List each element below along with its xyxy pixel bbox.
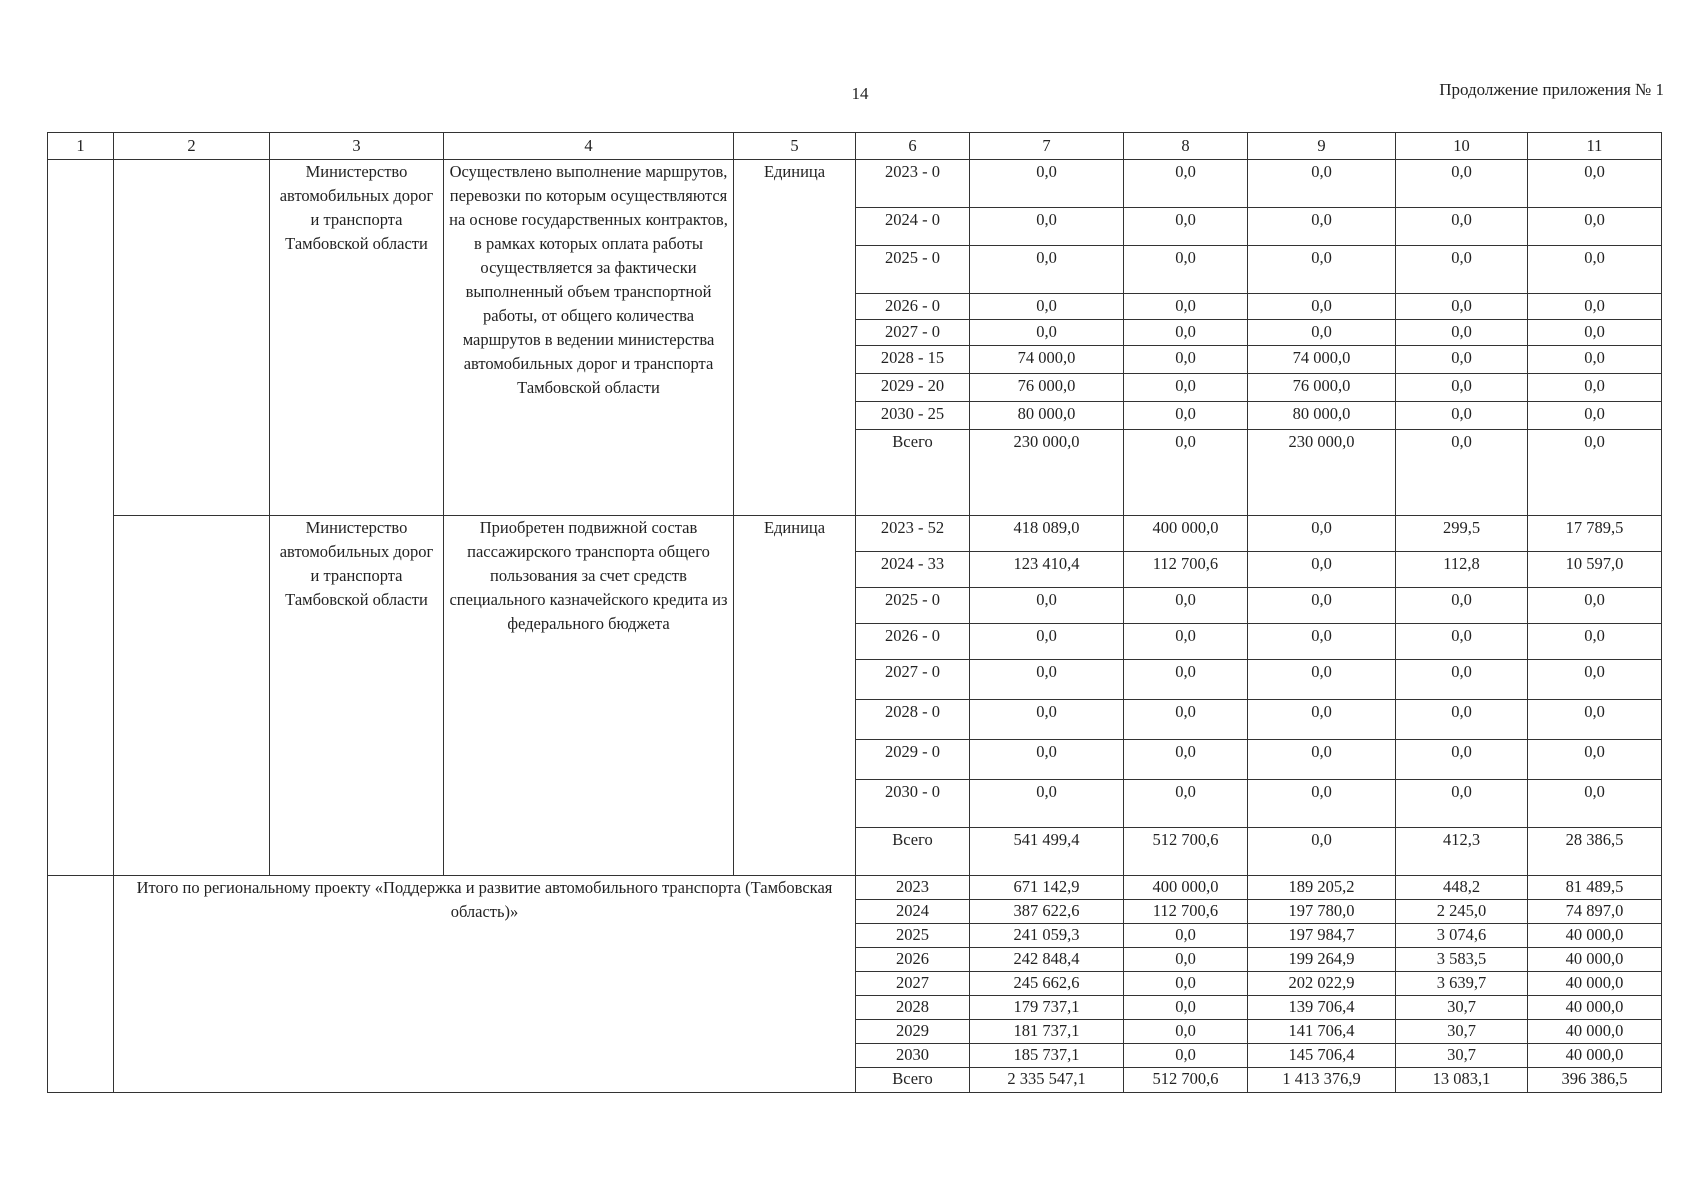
amount-cell: 0,0 — [970, 740, 1124, 780]
total-amount-cell: 197 780,0 — [1248, 900, 1396, 924]
amount-cell: 112,8 — [1396, 552, 1528, 588]
total-year-cell: 2024 — [856, 900, 970, 924]
total-amount-cell: 3 583,5 — [1396, 948, 1528, 972]
amount-cell: 0,0 — [970, 294, 1124, 320]
total-year-cell: 2030 — [856, 1044, 970, 1068]
total-amount-cell: 245 662,6 — [970, 972, 1124, 996]
total-amount-cell: 3 639,7 — [1396, 972, 1528, 996]
amount-cell: 76 000,0 — [1248, 374, 1396, 402]
amount-cell: 0,0 — [1248, 740, 1396, 780]
amount-cell: 0,0 — [1248, 588, 1396, 624]
total-amount-cell: 81 489,5 — [1528, 876, 1662, 900]
total-amount-cell: 189 205,2 — [1248, 876, 1396, 900]
total-amount-cell: 40 000,0 — [1528, 972, 1662, 996]
year-value-cell: Всего — [856, 430, 970, 516]
amount-cell: 0,0 — [1396, 320, 1528, 346]
col-header: 5 — [734, 133, 856, 160]
indicator-cell: Приобретен подвижной состав пассажирского транспорта общего пользования за счет средств специального казначейского кредита из федерального бюджета — [444, 516, 734, 876]
indicator-cell: Осуществлено выполнение маршрутов, перевозки по которым осуществляются на основе государственных контрактов, в рамках которых оплата работы осуществляется за фактически выполненный объем транспортной работы, от общего количества маршрутов в ведении министерства автомобильных дорог и транспорта Тамбовской области — [444, 160, 734, 516]
col-header: 11 — [1528, 133, 1662, 160]
amount-cell: 0,0 — [1248, 516, 1396, 552]
amount-cell: 0,0 — [1528, 430, 1662, 516]
responsible-cell: Министерство автомобильных дорог и транспорта Тамбовской области — [270, 160, 444, 516]
total-amount-cell: 181 737,1 — [970, 1020, 1124, 1044]
total-amount-cell: 241 059,3 — [970, 924, 1124, 948]
amount-cell: 0,0 — [970, 700, 1124, 740]
amount-cell: 0,0 — [1528, 624, 1662, 660]
amount-cell: 0,0 — [1396, 346, 1528, 374]
result-name-cell — [114, 160, 270, 516]
total-amount-cell: 396 386,5 — [1528, 1068, 1662, 1093]
amount-cell: 0,0 — [1396, 780, 1528, 828]
amount-cell: 0,0 — [1396, 294, 1528, 320]
amount-cell: 0,0 — [1124, 700, 1248, 740]
col-header: 2 — [114, 133, 270, 160]
amount-cell: 0,0 — [1124, 246, 1248, 294]
total-amount-cell: 202 022,9 — [1248, 972, 1396, 996]
amount-cell: 123 410,4 — [970, 552, 1124, 588]
amount-cell: 0,0 — [970, 624, 1124, 660]
total-year-cell: 2028 — [856, 996, 970, 1020]
year-value-cell: 2027 - 0 — [856, 320, 970, 346]
total-amount-cell: 40 000,0 — [1528, 948, 1662, 972]
amount-cell: 0,0 — [1248, 160, 1396, 208]
total-label: Итого по региональному проекту «Поддержка и развитие автомобильного транспорта (Тамбовская область)» — [114, 876, 856, 1093]
year-value-cell: 2026 - 0 — [856, 624, 970, 660]
amount-cell: 0,0 — [970, 588, 1124, 624]
total-amount-cell: 0,0 — [1124, 972, 1248, 996]
year-value-cell: 2023 - 52 — [856, 516, 970, 552]
total-amount-cell: 2 335 547,1 — [970, 1068, 1124, 1093]
total-amount-cell: 242 848,4 — [970, 948, 1124, 972]
total-year-cell: Всего — [856, 1068, 970, 1093]
amount-cell: 0,0 — [1396, 374, 1528, 402]
amount-cell: 0,0 — [1248, 828, 1396, 876]
total-amount-cell: 197 984,7 — [1248, 924, 1396, 948]
unit-cell: Единица — [734, 516, 856, 876]
amount-cell: 0,0 — [1528, 246, 1662, 294]
amount-cell: 0,0 — [1528, 402, 1662, 430]
amount-cell: 112 700,6 — [1124, 552, 1248, 588]
amount-cell: 0,0 — [1248, 780, 1396, 828]
amount-cell: 230 000,0 — [970, 430, 1124, 516]
amount-cell: 74 000,0 — [970, 346, 1124, 374]
amount-cell: 412,3 — [1396, 828, 1528, 876]
amount-cell: 0,0 — [1124, 624, 1248, 660]
total-amount-cell: 0,0 — [1124, 1044, 1248, 1068]
year-value-cell: 2028 - 0 — [856, 700, 970, 740]
budget-table — [47, 132, 1662, 1093]
total-amount-cell: 185 737,1 — [970, 1044, 1124, 1068]
amount-cell: 0,0 — [1124, 430, 1248, 516]
amount-cell: 0,0 — [1124, 320, 1248, 346]
total-amount-cell: 387 622,6 — [970, 900, 1124, 924]
total-amount-cell: 671 142,9 — [970, 876, 1124, 900]
amount-cell: 0,0 — [970, 780, 1124, 828]
amount-cell: 0,0 — [1124, 294, 1248, 320]
amount-cell: 541 499,4 — [970, 828, 1124, 876]
amount-cell: 512 700,6 — [1124, 828, 1248, 876]
amount-cell: 400 000,0 — [1124, 516, 1248, 552]
amount-cell: 0,0 — [1528, 700, 1662, 740]
total-amount-cell: 0,0 — [1124, 924, 1248, 948]
amount-cell: 0,0 — [1528, 294, 1662, 320]
header-row — [48, 133, 1662, 160]
amount-cell: 0,0 — [1124, 402, 1248, 430]
year-value-cell: 2025 - 0 — [856, 246, 970, 294]
total-year-cell: 2025 — [856, 924, 970, 948]
amount-cell: 0,0 — [1396, 588, 1528, 624]
year-value-cell: 2023 - 0 — [856, 160, 970, 208]
amount-cell: 0,0 — [1124, 374, 1248, 402]
amount-cell: 0,0 — [970, 208, 1124, 246]
amount-cell: 0,0 — [970, 320, 1124, 346]
col-header: 10 — [1396, 133, 1528, 160]
total-amount-cell: 139 706,4 — [1248, 996, 1396, 1020]
amount-cell: 0,0 — [1248, 660, 1396, 700]
amount-cell: 0,0 — [1528, 780, 1662, 828]
amount-cell: 0,0 — [970, 160, 1124, 208]
total-year-cell: 2023 — [856, 876, 970, 900]
col-header: 8 — [1124, 133, 1248, 160]
col-header: 7 — [970, 133, 1124, 160]
amount-cell: 0,0 — [1124, 780, 1248, 828]
year-value-cell: 2026 - 0 — [856, 294, 970, 320]
col-header: 9 — [1248, 133, 1396, 160]
amount-cell: 0,0 — [1528, 208, 1662, 246]
amount-cell: 0,0 — [1248, 624, 1396, 660]
amount-cell: 80 000,0 — [970, 402, 1124, 430]
total-amount-cell: 1 413 376,9 — [1248, 1068, 1396, 1093]
table-row — [48, 160, 1662, 208]
total-amount-cell: 30,7 — [1396, 996, 1528, 1020]
amount-cell: 0,0 — [1396, 660, 1528, 700]
amount-cell: 0,0 — [1248, 320, 1396, 346]
table-row — [48, 516, 1662, 552]
amount-cell: 0,0 — [1528, 740, 1662, 780]
unit-cell: Единица — [734, 160, 856, 516]
amount-cell: 80 000,0 — [1248, 402, 1396, 430]
year-value-cell: 2024 - 33 — [856, 552, 970, 588]
total-amount-cell: 40 000,0 — [1528, 1044, 1662, 1068]
amount-cell: 299,5 — [1396, 516, 1528, 552]
amount-cell: 0,0 — [970, 246, 1124, 294]
total-amount-cell: 74 897,0 — [1528, 900, 1662, 924]
amount-cell: 0,0 — [1528, 346, 1662, 374]
col-header: 4 — [444, 133, 734, 160]
year-value-cell: 2028 - 15 — [856, 346, 970, 374]
total-amount-cell: 40 000,0 — [1528, 1020, 1662, 1044]
row-number-cell — [48, 160, 114, 876]
total-year-cell: 2027 — [856, 972, 970, 996]
amount-cell: 0,0 — [1396, 700, 1528, 740]
year-value-cell: 2027 - 0 — [856, 660, 970, 700]
amount-cell: 0,0 — [1124, 346, 1248, 374]
total-amount-cell: 40 000,0 — [1528, 924, 1662, 948]
amount-cell: 76 000,0 — [970, 374, 1124, 402]
year-value-cell: 2025 - 0 — [856, 588, 970, 624]
result-name-cell — [114, 516, 270, 876]
amount-cell: 0,0 — [1248, 294, 1396, 320]
amount-cell: 0,0 — [1124, 660, 1248, 700]
amount-cell: 0,0 — [1528, 660, 1662, 700]
total-amount-cell: 179 737,1 — [970, 996, 1124, 1020]
amount-cell: 17 789,5 — [1528, 516, 1662, 552]
total-amount-cell: 40 000,0 — [1528, 996, 1662, 1020]
amount-cell: 0,0 — [1396, 402, 1528, 430]
total-amount-cell: 3 074,6 — [1396, 924, 1528, 948]
total-amount-cell: 13 083,1 — [1396, 1068, 1528, 1093]
total-amount-cell: 30,7 — [1396, 1044, 1528, 1068]
total-year-cell: 2029 — [856, 1020, 970, 1044]
total-number-cell — [48, 876, 114, 1093]
total-amount-cell: 0,0 — [1124, 996, 1248, 1020]
total-amount-cell: 400 000,0 — [1124, 876, 1248, 900]
total-amount-cell: 199 264,9 — [1248, 948, 1396, 972]
col-header: 1 — [48, 133, 114, 160]
amount-cell: 0,0 — [1396, 246, 1528, 294]
amount-cell: 0,0 — [1248, 208, 1396, 246]
amount-cell: 0,0 — [1396, 208, 1528, 246]
amount-cell: 28 386,5 — [1528, 828, 1662, 876]
amount-cell: 0,0 — [1124, 588, 1248, 624]
page-number: 14 — [851, 84, 869, 103]
appendix-label: Продолжение приложения № 1 — [1439, 80, 1664, 99]
year-value-cell: 2024 - 0 — [856, 208, 970, 246]
amount-cell: 0,0 — [1396, 430, 1528, 516]
amount-cell: 0,0 — [1396, 160, 1528, 208]
amount-cell: 418 089,0 — [970, 516, 1124, 552]
total-amount-cell: 0,0 — [1124, 1020, 1248, 1044]
amount-cell: 0,0 — [1248, 552, 1396, 588]
amount-cell: 230 000,0 — [1248, 430, 1396, 516]
responsible-cell: Министерство автомобильных дорог и транспорта Тамбовской области — [270, 516, 444, 876]
amount-cell: 10 597,0 — [1528, 552, 1662, 588]
total-amount-cell: 112 700,6 — [1124, 900, 1248, 924]
total-amount-cell: 512 700,6 — [1124, 1068, 1248, 1093]
amount-cell: 0,0 — [1248, 700, 1396, 740]
amount-cell: 0,0 — [1396, 624, 1528, 660]
year-value-cell: 2030 - 25 — [856, 402, 970, 430]
col-header: 3 — [270, 133, 444, 160]
year-value-cell: Всего — [856, 828, 970, 876]
amount-cell: 0,0 — [1124, 160, 1248, 208]
total-row — [48, 876, 1662, 900]
total-amount-cell: 30,7 — [1396, 1020, 1528, 1044]
amount-cell: 74 000,0 — [1248, 346, 1396, 374]
col-header: 6 — [856, 133, 970, 160]
amount-cell: 0,0 — [1396, 740, 1528, 780]
total-amount-cell: 141 706,4 — [1248, 1020, 1396, 1044]
year-value-cell: 2029 - 0 — [856, 740, 970, 780]
amount-cell: 0,0 — [1528, 160, 1662, 208]
amount-cell: 0,0 — [1124, 208, 1248, 246]
total-amount-cell: 0,0 — [1124, 948, 1248, 972]
amount-cell: 0,0 — [970, 660, 1124, 700]
amount-cell: 0,0 — [1528, 320, 1662, 346]
total-amount-cell: 145 706,4 — [1248, 1044, 1396, 1068]
total-amount-cell: 2 245,0 — [1396, 900, 1528, 924]
year-value-cell: 2030 - 0 — [856, 780, 970, 828]
amount-cell: 0,0 — [1124, 740, 1248, 780]
amount-cell: 0,0 — [1528, 588, 1662, 624]
total-year-cell: 2026 — [856, 948, 970, 972]
year-value-cell: 2029 - 20 — [856, 374, 970, 402]
total-amount-cell: 448,2 — [1396, 876, 1528, 900]
amount-cell: 0,0 — [1248, 246, 1396, 294]
amount-cell: 0,0 — [1528, 374, 1662, 402]
